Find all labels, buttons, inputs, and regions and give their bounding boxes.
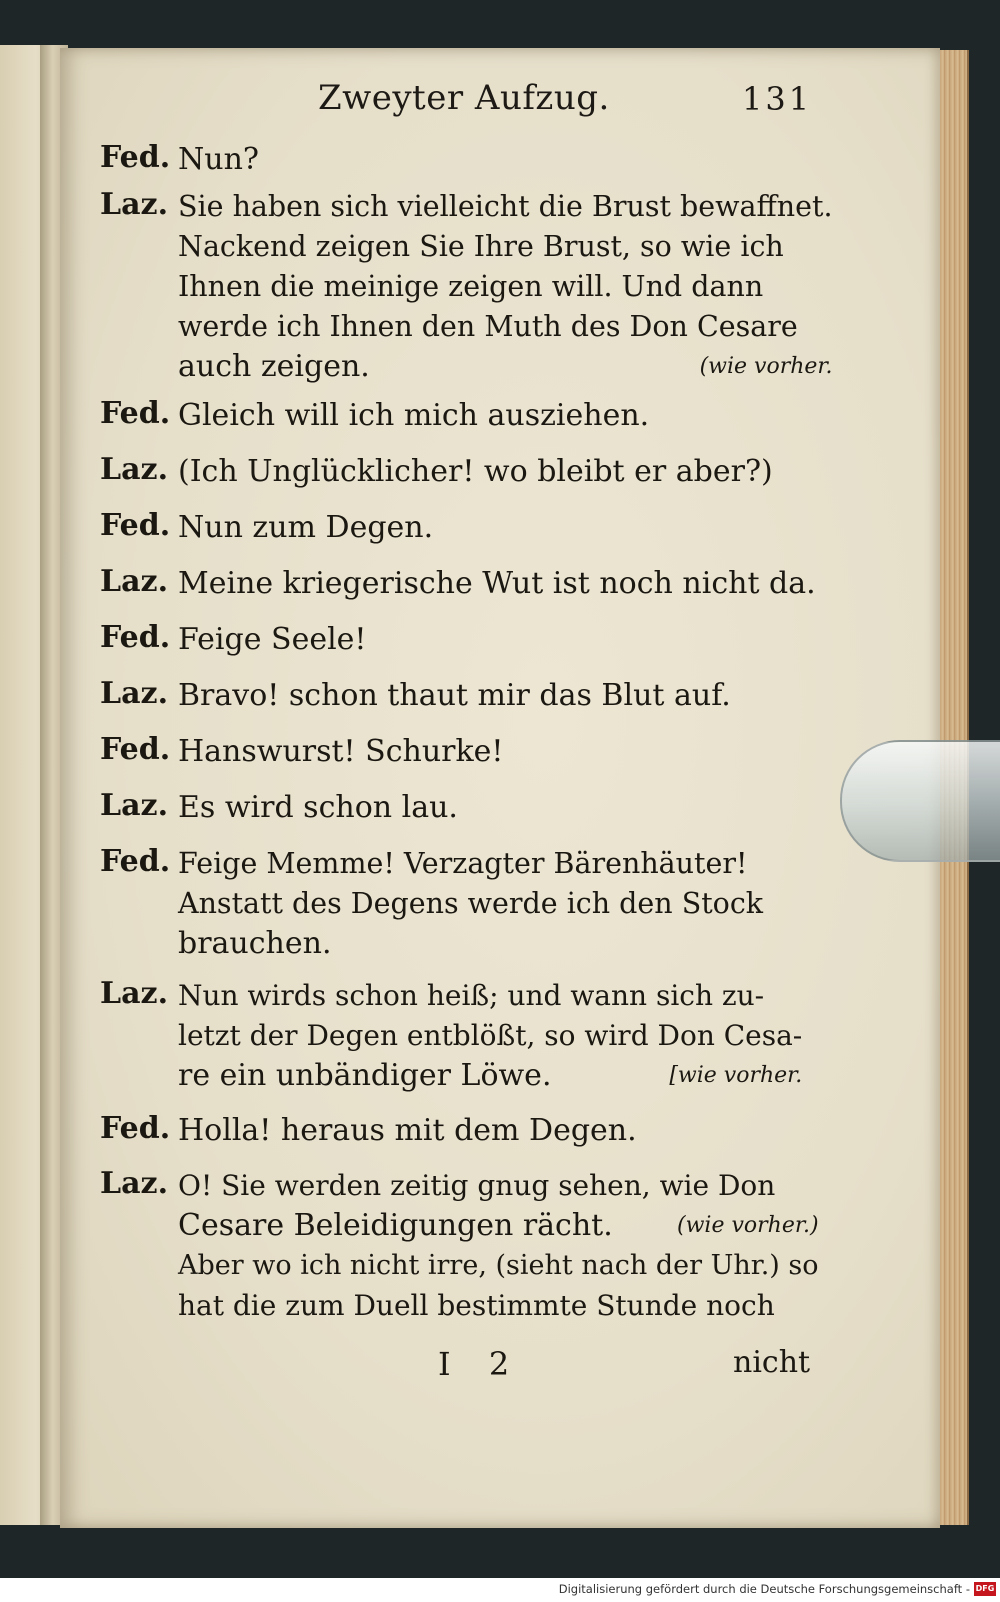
dialogue-entry [100,976,803,1096]
dialogue-entry [100,1166,819,1326]
text-line: auch zeigen. (wie vorher. [178,347,833,387]
dialogue-entry [100,1111,800,1151]
text-line: Sie haben sich vielleicht die Brust bewaffnet. [178,190,833,223]
stage-direction: (wie vorher. [699,354,833,379]
text-line: hat die zum Duell bestimmte Stunde noch [178,1289,775,1322]
speaker-label: Fed. [100,732,171,767]
speaker-label: Laz. [100,452,169,487]
dialogue-entry [100,732,800,772]
speech [178,732,800,772]
speaker-label: Fed. [100,1111,171,1146]
speech [178,788,800,828]
text-line: Meine kriegerische Wut ist noch nicht da. [178,566,816,601]
signature-mark: I 2 [438,1345,524,1383]
text-line: Bravo! schon thaut mir das Blut auf. [178,678,731,713]
text-line: re ein unbändiger Löwe. [wie vorher. [178,1056,802,1096]
speaker-label: Laz. [100,976,169,1011]
speech [178,1166,819,1326]
text-line: Feige Memme! Verzagter Bärenhäuter! [178,847,748,880]
dialogue-entry [100,844,800,964]
text-line: werde ich Ihnen den Muth des Don Cesare [178,310,798,343]
speech [178,140,800,180]
text-line: Hanswurst! Schurke! [178,734,504,769]
text-line: (Ich Unglücklicher! wo bleibt er aber?) [178,454,773,489]
speaker-label: Laz. [100,187,169,222]
speaker-label: Fed. [100,396,171,431]
dialogue-entry [100,676,800,716]
speaker-label: Laz. [100,676,169,711]
text-line: Cesare Beleidigungen rächt. (wie vorher.) [178,1206,819,1246]
speech [178,676,800,716]
speech [178,976,802,1096]
speech [178,187,833,387]
speaker-label: Laz. [100,1166,169,1201]
text-line: Nun wirds schon heiß; und wann sich zu- [178,979,765,1012]
dialogue-entry [100,508,800,548]
text-line: Gleich will ich mich ausziehen. [178,398,650,433]
speech [178,844,800,964]
digitization-credit: Digitalisierung gefördert durch die Deutsche Forschungsgemeinschaft - [558,1582,970,1596]
stage-direction: [wie vorher. [669,1063,803,1088]
speaker-label: Fed. [100,620,171,655]
speaker-label: Laz. [100,564,169,599]
dialogue-entry [100,396,800,436]
text-line: O! Sie werden zeitig gnug sehen, wie Don [178,1169,776,1202]
running-header: Zweyter Aufzug. [318,78,610,118]
speech [178,452,800,492]
dialogue-entry [100,187,833,387]
speech [178,396,800,436]
dfg-logo: DFG [974,1582,996,1596]
speaker-label: Fed. [100,508,171,543]
text-line: brauchen. [178,926,332,961]
catchword: nicht [733,1345,811,1380]
dialogue-entry [100,788,800,828]
text-line: letzt der Degen entblößt, so wird Don Cesa- [178,1019,803,1052]
speaker-label: Fed. [100,140,171,175]
speech [178,564,816,604]
text-line: Feige Seele! [178,622,367,657]
speaker-label: Fed. [100,844,171,879]
text-line: Nackend zeigen Sie Ihre Brust, so wie ich [178,230,784,263]
text-line: Nun? [178,142,259,177]
dialogue-entry [100,620,800,660]
text-line: Holla! heraus mit dem Degen. [178,1113,637,1148]
glass-clip [840,740,1000,862]
page-number: 131 [742,80,813,118]
dialogue-entry [100,140,800,180]
dialogue-text [100,140,833,1326]
text-line: Nun zum Degen. [178,510,434,545]
text-line: Aber wo ich nicht irre, (sieht nach der Uhr.) so [178,1250,819,1281]
speech [178,1111,800,1151]
text-line: Ihnen die meinige zeigen will. Und dann [178,270,764,303]
text-line: Es wird schon lau. [178,790,458,825]
text-line: Anstatt des Degens werde ich den Stock [178,887,764,920]
dialogue-entry [100,564,816,604]
speech [178,620,800,660]
speaker-label: Laz. [100,788,169,823]
speech [178,508,800,548]
dialogue-entry [100,452,800,492]
stage-direction: (wie vorher.) [677,1213,819,1238]
